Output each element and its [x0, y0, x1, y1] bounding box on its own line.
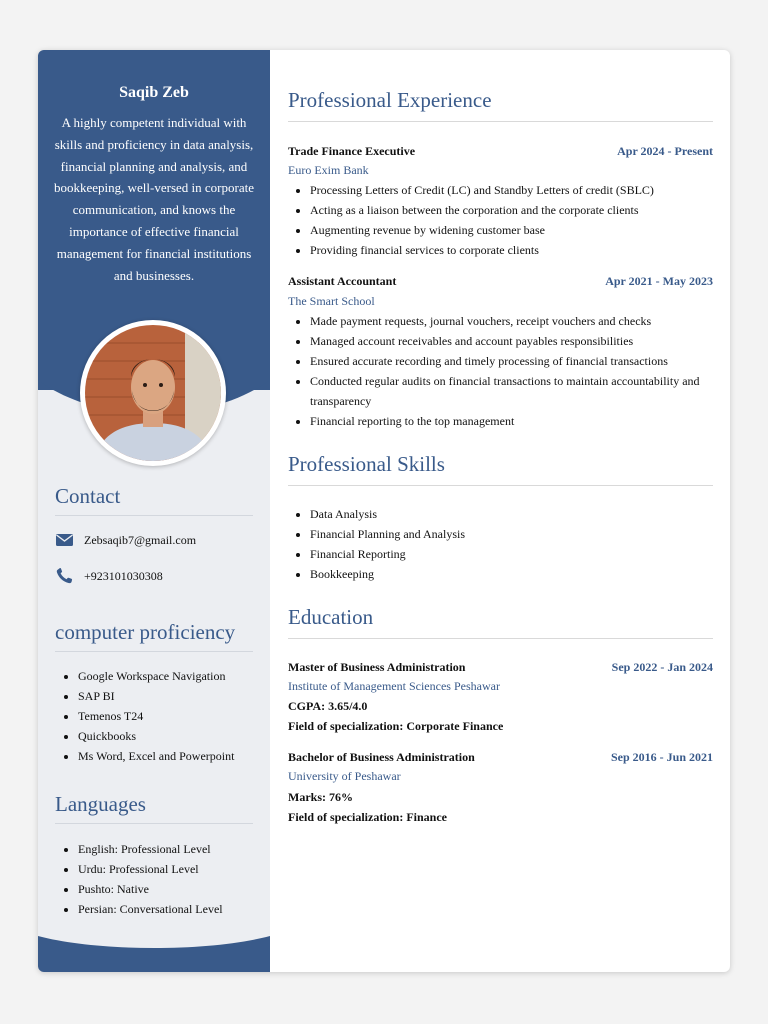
degree-specialization: Field of specialization: Finance	[288, 810, 447, 824]
sidebar	[38, 50, 270, 972]
list-item: • Financial reporting to the top management	[310, 411, 720, 431]
list-item: • Financial Planning and Analysis	[310, 524, 720, 544]
skills-heading: Professional Skills	[288, 452, 713, 486]
profile-name: Saqib Zeb	[119, 84, 189, 101]
experience-heading: Professional Experience	[288, 88, 713, 122]
list-item: • Bookkeeping	[310, 564, 720, 584]
job-duties	[296, 180, 720, 260]
job-duties	[296, 311, 720, 431]
list-item: • Processing Letters of Credit (LC) and Standby Letters of credit (SBLC)	[310, 180, 720, 200]
job-title: Trade Finance Executive	[288, 144, 416, 158]
contact-email[interactable]	[55, 532, 196, 548]
list-item: • Quickbooks	[78, 726, 234, 746]
avatar	[85, 325, 221, 461]
degree-specialization: Field of specialization: Corporate Finance	[288, 719, 504, 733]
degree-grade: Marks: 76%	[288, 790, 353, 804]
list-item: • Ms Word, Excel and Powerpoint	[78, 746, 234, 766]
contact-phone[interactable]	[55, 568, 163, 584]
proficiency-list	[64, 666, 234, 766]
profile-summary: A highly competent individual with skills and proficiency in data analysis, financial planning and analysis, and bookkeeping, well-versed in corporate communication, and knows the importance of effective financial management for financial institutions and businesses.	[54, 115, 254, 283]
list-item: • Managed account receivables and account payables responsibilities	[310, 331, 720, 351]
list-item: • Acting as a liaison between the corporation and the corporate clients	[310, 200, 720, 220]
job-dates: Apr 2024 - Present	[617, 144, 713, 158]
profile-photo	[80, 320, 226, 466]
skills-list	[296, 504, 720, 584]
contact-heading: Contact	[55, 484, 253, 516]
degree-school: University of Peshawar	[288, 769, 401, 783]
job-company: The Smart School	[288, 294, 375, 308]
list-item: • SAP BI	[78, 686, 234, 706]
degree-title: Bachelor of Business Administration	[288, 750, 475, 764]
degree-dates: Sep 2022 - Jan 2024	[611, 660, 713, 674]
list-item: • Conducted regular audits on financial transactions to maintain accountability and transparency	[310, 371, 720, 411]
list-item: • English: Professional Level	[78, 839, 223, 859]
list-item: • Data Analysis	[310, 504, 720, 524]
list-item: • Persian: Conversational Level	[78, 899, 223, 919]
sidebar-footer-wave	[38, 936, 270, 972]
list-item: • Temenos T24	[78, 706, 234, 726]
email-text[interactable]: Zebsaqib7@gmail.com	[84, 532, 197, 547]
list-item: • Ensured accurate recording and timely processing of financial transactions	[310, 351, 720, 371]
list-item: • Urdu: Professional Level	[78, 859, 223, 879]
list-item: • Pushto: Native	[78, 879, 223, 899]
degree-title: Master of Business Administration	[288, 660, 466, 674]
degree-dates: Sep 2016 - Jun 2021	[610, 750, 713, 764]
envelope-icon	[55, 532, 75, 548]
languages-list	[64, 839, 223, 919]
list-item: • Financial Reporting	[310, 544, 720, 564]
job-title: Assistant Accountant	[288, 274, 397, 288]
education-heading: Education	[288, 605, 713, 639]
phone-icon	[55, 568, 75, 584]
resume-page	[38, 50, 730, 972]
phone-text[interactable]: +923101030308	[84, 568, 163, 583]
proficiency-heading: computer proficiency	[55, 620, 253, 652]
degree-grade: CGPA: 3.65/4.0	[288, 699, 368, 713]
job-dates: Apr 2021 - May 2023	[605, 274, 713, 288]
degree-school: Institute of Management Sciences Peshawar	[288, 679, 500, 693]
list-item: • Google Workspace Navigation	[78, 666, 234, 686]
list-item: • Made payment requests, journal vouchers, receipt vouchers and checks	[310, 311, 720, 331]
job-company: Euro Exim Bank	[288, 163, 369, 177]
languages-heading: Languages	[55, 792, 253, 824]
list-item: • Providing financial services to corporate clients	[310, 240, 720, 260]
list-item: • Augmenting revenue by widening customer base	[310, 220, 720, 240]
